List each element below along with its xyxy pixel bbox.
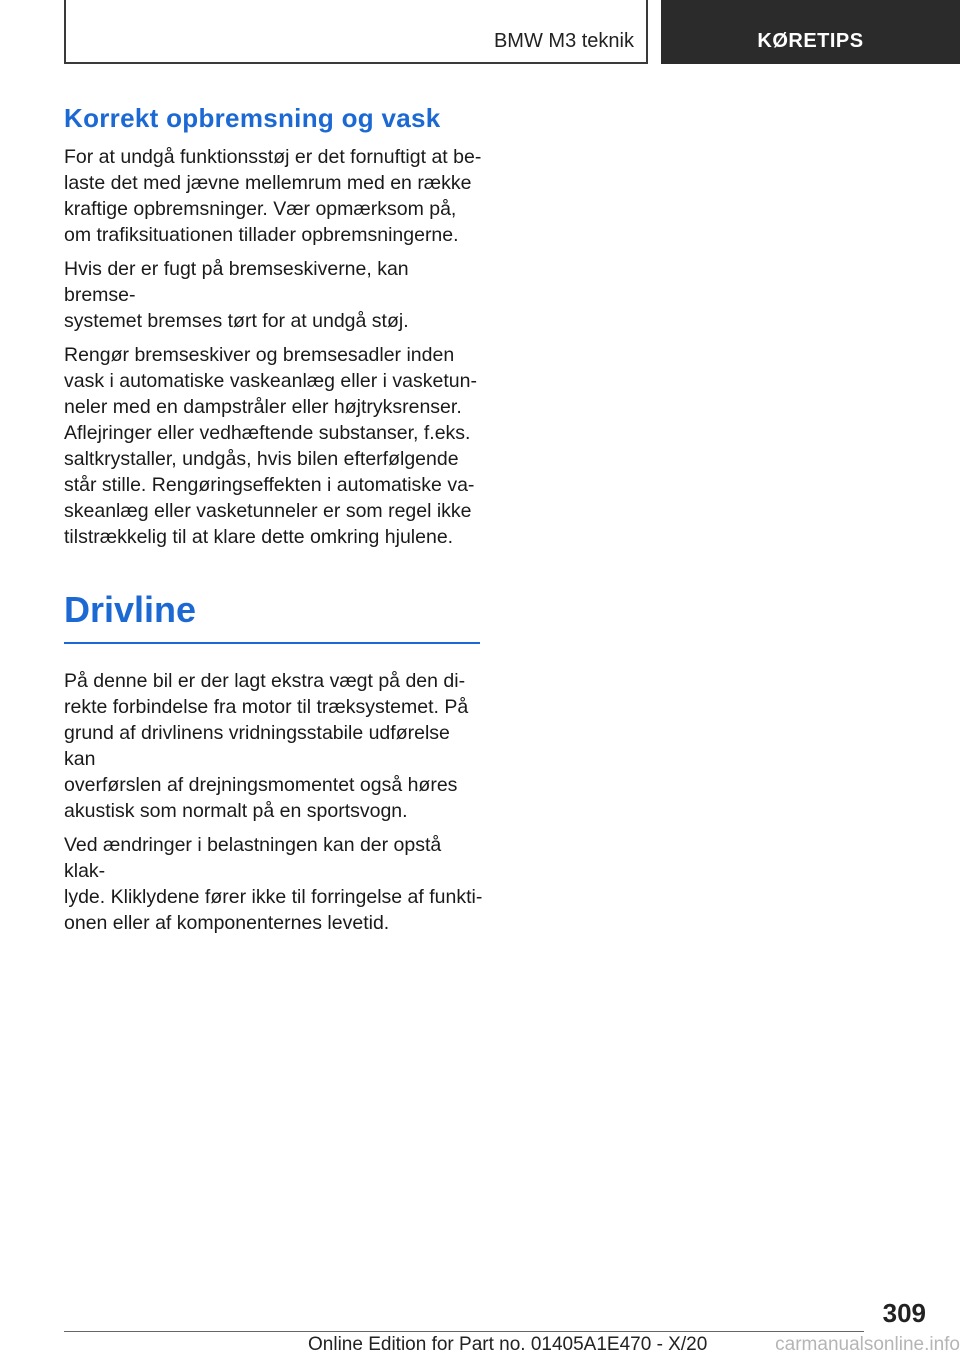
page-number: 309 [882,1298,926,1328]
manual-title: BMW M3 teknik [493,30,634,52]
braking-heading: Korrekt opbremsning og vask [64,103,441,133]
watermark: carmanualsonline.info [775,1334,960,1355]
header-frame [64,0,648,64]
page-content [64,100,484,944]
drivetrain-paragraph-1: På denne bil er der lagt ekstra vægt på den di- rekte forbindelse fra motor til træksystemet. På grund af drivlinens vridningsstabile udførelse kan overførslen af drejningsmomentet også høres akustisk som normalt på en sportsvogn. [64,670,469,822]
drivetrain-heading: Drivline [64,588,480,644]
edition-text: Online Edition for Part no. 01405A1E470 - X/20 [308,1334,708,1355]
braking-paragraph-1: For at undgå funktionsstøj er det fornuftigt at be- laste det med jævne mellemrum med en række kraftige opbremsninger. Vær opmærksom på, om trafiksituationen tillader opbremsningerne. [64,146,482,246]
section-tab-label: KØRETIPS [757,30,864,52]
footer-divider [64,1331,864,1332]
drivetrain-paragraph-2: Ved ændringer i belastningen kan der opstå klak- lyde. Kliklydene fører ikke til forringelse af funkti- onen eller af komponenternes levetid. [64,834,483,934]
braking-paragraph-2: Hvis der er fugt på bremseskiverne, kan bremse- systemet bremses tørt for at undgå støj. [64,258,409,332]
section-tab [661,0,960,64]
braking-paragraph-3: Rengør bremseskiver og bremsesadler inden vask i automatiske vaskeanlæg eller i vasketun- neler med en dampstråler eller højtryksrenser. Aflejringer eller vedhæftende substanser, f.eks. saltkrystaller, undgås, hvis bilen efterfølgende står stille. Rengøringseffekten i automatiske va- skeanlæg eller vasketunneler er som regel ikke tilstrækkelig til at klare dette omkring hjulene. [64,344,477,548]
